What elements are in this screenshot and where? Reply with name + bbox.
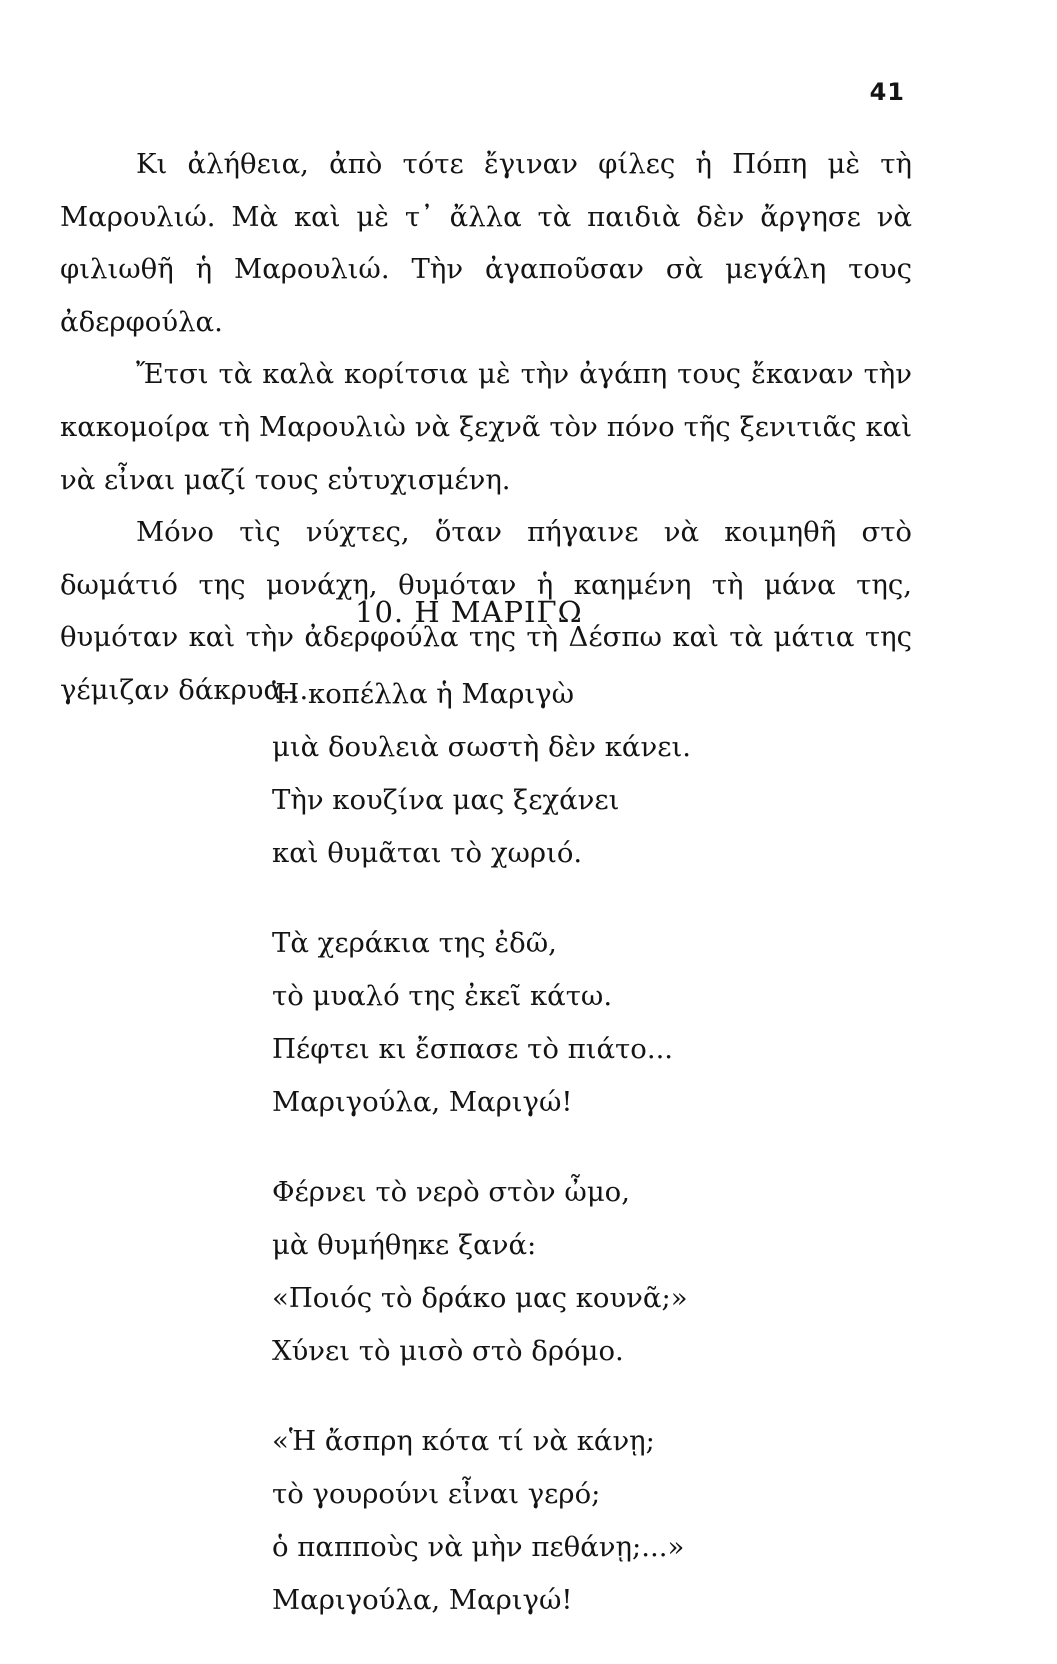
- poem-line: «Ποιός τὸ δράκο μας κουνᾶ;»: [272, 1282, 688, 1314]
- poem-line: «Ἡ ἄσπρη κότα τί νὰ κάνῃ;: [272, 1425, 655, 1457]
- page-number: 41: [869, 78, 905, 106]
- poem-stanza: [272, 668, 691, 880]
- poem-stanza: [272, 1415, 691, 1627]
- prose-paragraph: Μόνο τὶς νύχτες, ὅταν πήγαινε νὰ κοιμηθῆ στὸ δωμάτιό της μονάχη, θυμόταν ἡ καημένη τὴ μάνα της, θυμόταν καὶ τὴν ἀδερφούλα της τὴ Δέσπω καὶ τὰ μάτια της γέμιζαν δάκρυα...: [60, 516, 912, 706]
- poem-line: μὰ θυμήθηκε ξανά:: [272, 1229, 537, 1261]
- poem-line: Μαριγούλα, Μαριγώ!: [272, 1086, 573, 1118]
- poem-line: Πέφτει κι ἔσπασε τὸ πιάτο...: [272, 1033, 674, 1065]
- prose-section: [60, 138, 912, 717]
- poem-line: καὶ θυμᾶται τὸ χωριό.: [272, 837, 583, 869]
- poem-line: τὸ γουρούνι εἶναι γερό;: [272, 1478, 601, 1510]
- prose-paragraph: Ἔτσι τὰ καλὰ κορίτσια μὲ τὴν ἀγάπη τους ἔκαναν τὴν κακομοίρα τὴ Μαρουλιὼ νὰ ξεχνᾶ τὸν πόνο τῆς ξενιτιᾶς καὶ νὰ εἶναι μαζί τους εὐτυχισμένη.: [60, 358, 912, 496]
- poem-line: Ἡ κοπέλλα ἡ Μαριγὼ: [272, 678, 575, 710]
- poem-line: τὸ μυαλό της ἐκεῖ κάτω.: [272, 980, 613, 1012]
- poem-stanza: [272, 917, 691, 1129]
- poem-line: Φέρνει τὸ νερὸ στὸν ὦμο,: [272, 1176, 630, 1208]
- poem: [272, 668, 691, 1664]
- poem-line: Χύνει τὸ μισὸ στὸ δρόμο.: [272, 1335, 624, 1367]
- poem-line: μιὰ δουλειὰ σωστὴ δὲν κάνει.: [272, 731, 691, 763]
- poem-stanza: [272, 1166, 691, 1378]
- poem-line: Τὰ χεράκια της ἐδῶ,: [272, 927, 557, 959]
- poem-title: 10. Η ΜΑΡΙΓΩ: [355, 595, 583, 629]
- poem-line: Τὴν κουζίνα μας ξεχάνει: [272, 784, 620, 816]
- prose-paragraph: Κι ἀλήθεια, ἀπὸ τότε ἔγιναν φίλες ἡ Πόπη μὲ τὴ Μαρουλιώ. Μὰ καὶ μὲ τ᾽ ἄλλα τὰ παιδιὰ δὲν ἄργησε νὰ φιλιωθῆ ἡ Μαρουλιώ. Τὴν ἀγαποῦσαν σὰ μεγάλη τους ἀδερφούλα.: [60, 148, 912, 338]
- poem-line: Μαριγούλα, Μαριγώ!: [272, 1584, 573, 1616]
- poem-line: ὁ παπποὺς νὰ μὴν πεθάνῃ;...»: [272, 1531, 685, 1563]
